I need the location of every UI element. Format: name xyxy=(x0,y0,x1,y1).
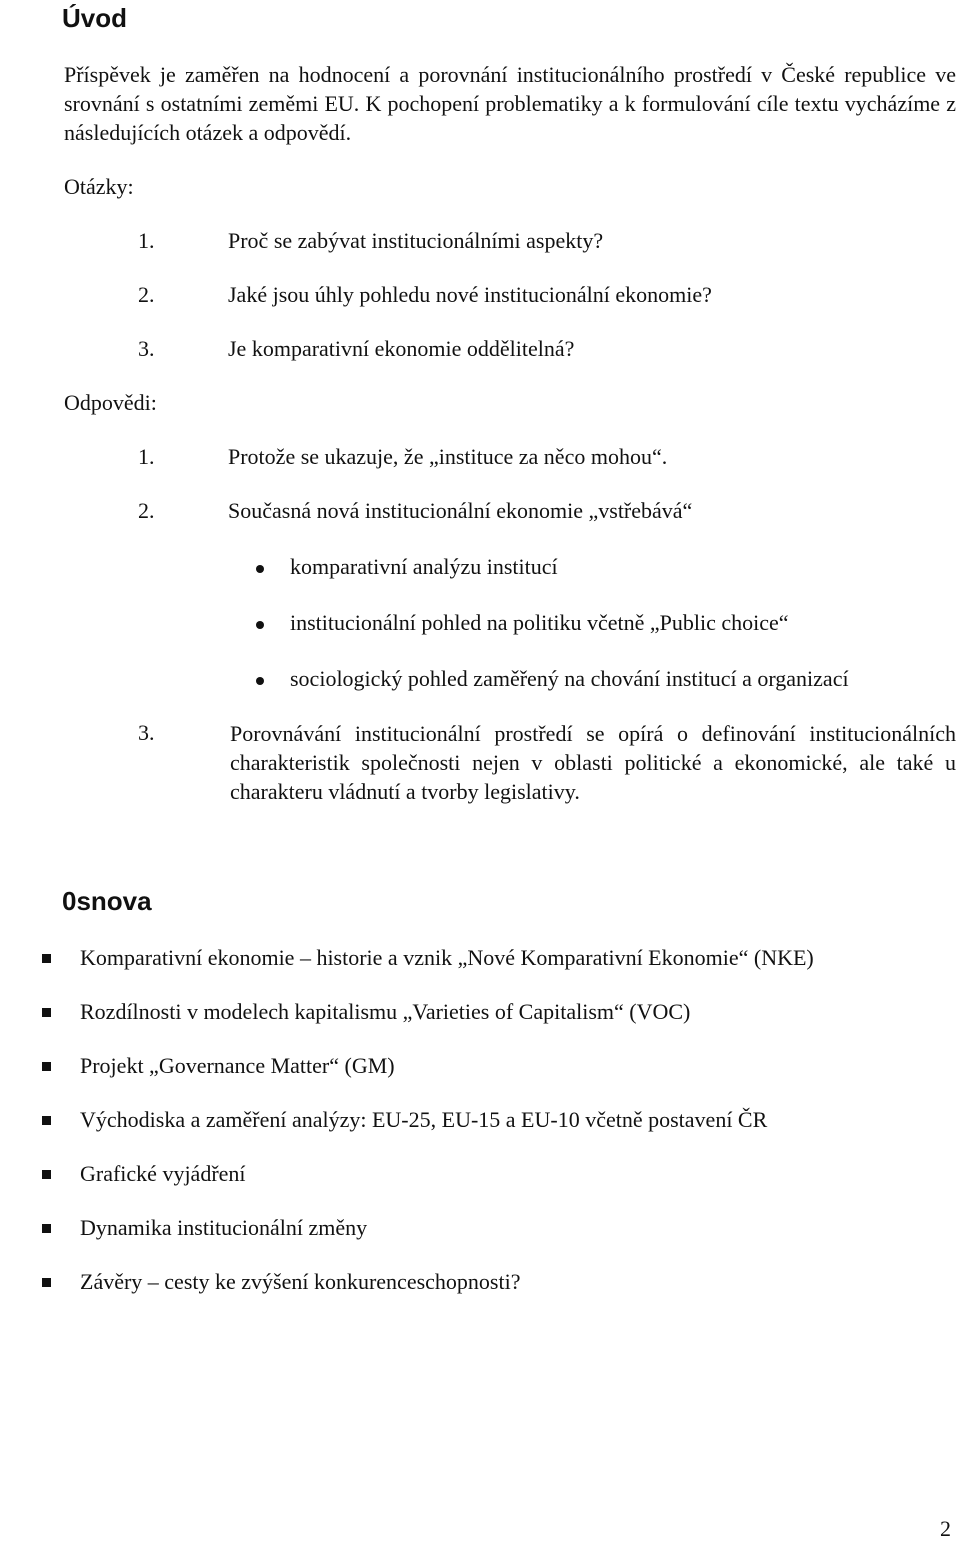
answer-text: Současná nová institucionální ekonomie „vstřebává“ xyxy=(228,498,693,523)
questions-label: Otázky: xyxy=(64,174,134,199)
square-bullet-icon xyxy=(42,1116,51,1125)
answer-number: 2. xyxy=(138,498,155,523)
outline-item: Rozdílnosti v modelech kapitalismu „Varieties of Capitalism“ (VOC) xyxy=(80,999,691,1024)
question-text: Proč se zabývat institucionálními aspekty? xyxy=(228,228,604,253)
answer-bullet-text: institucionální pohled na politiku včetně „Public choice“ xyxy=(290,610,789,635)
bullet-dot-icon xyxy=(256,677,264,685)
question-text: Je komparativní ekonomie oddělitelná? xyxy=(228,336,575,361)
intro-paragraph: Příspěvek je zaměřen na hodnocení a porovnání institucionálního prostředí v České republice ve srovnání s ostatními zeměmi EU. K pochopení problematiky a k formulování cíle textu vycházíme z následujících otázek a odpovědí. xyxy=(64,62,956,145)
bullet-dot-icon xyxy=(256,621,264,629)
outline-item: Dynamika institucionální změny xyxy=(80,1215,368,1240)
outline-item: Grafické vyjádření xyxy=(80,1161,246,1186)
answer-bullet-text: sociologický pohled zaměřený na chování institucí a organizací xyxy=(290,666,849,691)
square-bullet-icon xyxy=(42,1224,51,1233)
square-bullet-icon xyxy=(42,954,51,963)
outline-item: Projekt „Governance Matter“ (GM) xyxy=(80,1053,395,1078)
outline-item: Komparativní ekonomie – historie a vznik „Nové Komparativní Ekonomie“ (NKE) xyxy=(80,945,814,970)
intro-heading: Úvod xyxy=(62,3,127,33)
page-number: 2 xyxy=(940,1516,951,1541)
question-number: 2. xyxy=(138,282,155,307)
answers-label: Odpovědi: xyxy=(64,390,157,415)
bullet-dot-icon xyxy=(256,565,264,573)
square-bullet-icon xyxy=(42,1008,51,1017)
square-bullet-icon xyxy=(42,1170,51,1179)
answer-number: 1. xyxy=(138,444,155,469)
answer-number: 3. xyxy=(138,720,155,745)
outline-item: Závěry – cesty ke zvýšení konkurenceschopnosti? xyxy=(80,1269,521,1294)
answer-text: Protože se ukazuje, že „instituce za něco mohou“. xyxy=(228,444,668,469)
question-text: Jaké jsou úhly pohledu nové institucionální ekonomie? xyxy=(228,282,712,307)
question-number: 1. xyxy=(138,228,155,253)
square-bullet-icon xyxy=(42,1062,51,1071)
outline-heading: 0snova xyxy=(62,886,152,916)
answer-text: Porovnávání institucionální prostředí se opírá o definování institucionálních charakteristik společnosti nejen v oblasti politické a ekonomické, ale také u charakteru vládnutí a tvorby legislativy. xyxy=(230,721,956,804)
outline-item: Východiska a zaměření analýzy: EU-25, EU-15 a EU-10 včetně postavení ČR xyxy=(80,1107,768,1132)
question-number: 3. xyxy=(138,336,155,361)
square-bullet-icon xyxy=(42,1278,51,1287)
answer-bullet-text: komparativní analýzu institucí xyxy=(290,554,558,579)
